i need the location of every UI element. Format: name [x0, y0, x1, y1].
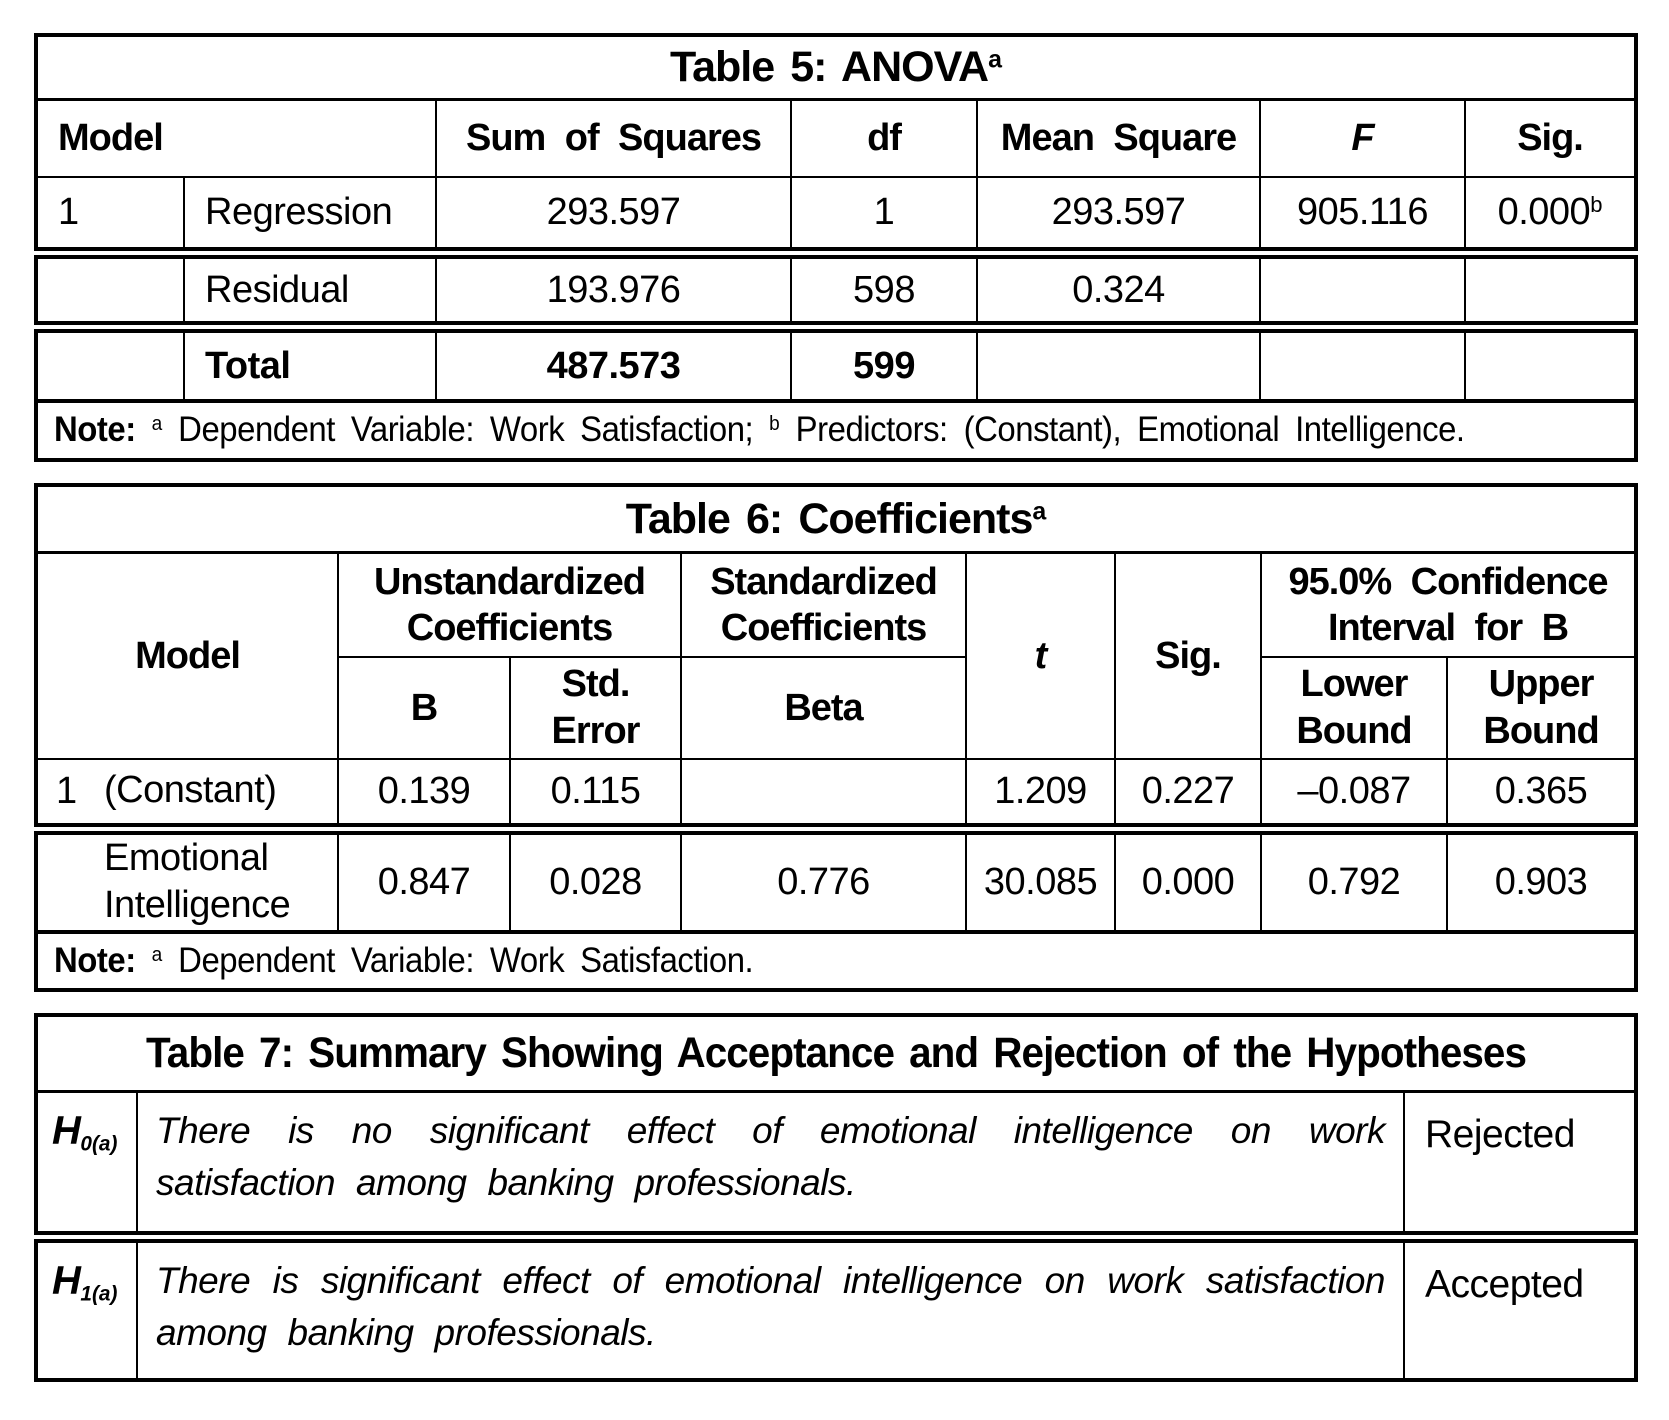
note-text-a: Dependent Variable: Work Satisfaction.	[178, 940, 754, 980]
note-label: Note:	[54, 940, 136, 980]
anova-header-f: F	[1260, 99, 1465, 177]
anova-header-row	[36, 99, 1636, 177]
coeff-header-t: t	[966, 553, 1115, 759]
anova-title	[36, 35, 1636, 99]
coeff-sig-value: 0.000	[1115, 829, 1261, 932]
coeff-header-model: Model	[36, 553, 338, 759]
anova-model-number: 1	[36, 177, 184, 253]
coefficients-table	[34, 483, 1638, 993]
anova-df-value: 1	[791, 177, 977, 253]
coeff-header-std-error: Std. Error	[510, 657, 681, 759]
anova-row-label: Regression	[184, 177, 436, 253]
table-row	[36, 759, 1636, 829]
coefficients-title-text: Table 6: Coefficients	[625, 494, 1033, 543]
model-cell-content	[56, 835, 323, 930]
hypothesis-verdict: Accepted	[1404, 1237, 1636, 1380]
coefficients-title	[36, 485, 1636, 553]
anova-f-value	[1260, 253, 1465, 327]
anova-title-text: Table 5: ANOVA	[670, 43, 989, 92]
coeff-model-cell	[36, 759, 338, 829]
coeff-header-sig: Sig.	[1115, 553, 1261, 759]
anova-header-model: Model	[36, 99, 436, 177]
model-cell-content	[56, 767, 323, 815]
anova-model-number	[36, 327, 184, 401]
anova-header-sig: Sig.	[1465, 99, 1636, 177]
coefficients-note-row	[36, 932, 1636, 991]
anova-mean-square-value: 293.597	[977, 177, 1260, 253]
hypothesis-label	[36, 1237, 137, 1380]
hypothesis-label	[36, 1091, 137, 1237]
coeff-header-unstandardized: Unstandardized Coefficients	[338, 553, 681, 657]
hypotheses-title-text: Table 7: Summary Showing Acceptance and Rejection of the Hypotheses	[146, 1029, 1526, 1078]
anova-title-row	[36, 35, 1636, 99]
note-label: Note:	[54, 410, 136, 449]
hypothesis-statement: There is significant effect of emotional intelligence on work satisfaction among banking professionals.	[137, 1237, 1404, 1380]
hypotheses-summary-table	[34, 1013, 1638, 1382]
sig-number: 0.000	[1497, 191, 1591, 234]
anova-row-label: Residual	[184, 253, 436, 327]
anova-table	[34, 33, 1638, 462]
hypothesis-symbol	[52, 1259, 118, 1307]
anova-row-label: Total	[184, 327, 436, 401]
coeff-upper-bound-value: 0.903	[1447, 829, 1636, 932]
coefficients-title-row	[36, 485, 1636, 553]
table-row	[36, 177, 1636, 253]
anova-note	[36, 401, 1636, 460]
anova-f-value	[1260, 327, 1465, 401]
anova-title-footnote-mark: a	[988, 45, 1002, 74]
table-row	[36, 1091, 1636, 1237]
anova-model-number	[36, 253, 184, 327]
coeff-header-standardized: Standardized Coefficients	[681, 553, 966, 657]
anova-sum-of-squares-value: 293.597	[436, 177, 791, 253]
coeff-lower-bound-value: 0.792	[1261, 829, 1447, 932]
table-row	[36, 829, 1636, 932]
anova-sum-of-squares-value: 487.573	[436, 327, 791, 401]
coeff-sig-value: 0.227	[1115, 759, 1261, 829]
anova-sig-value	[1465, 253, 1636, 327]
table-row	[36, 253, 1636, 327]
sig-footnote-mark: b	[1590, 192, 1603, 218]
table-row	[36, 1237, 1636, 1380]
hypothesis-verdict: Rejected	[1404, 1091, 1636, 1237]
coeff-beta-value	[681, 759, 966, 829]
note-text-a: Dependent Variable: Work Satisfaction;	[178, 410, 754, 449]
anova-header-df: df	[791, 99, 977, 177]
hypotheses-title-row	[36, 1015, 1636, 1091]
anova-sig-value	[1465, 177, 1636, 253]
coeff-header-beta: Beta	[681, 657, 966, 759]
coeff-std-error-value: 0.028	[510, 829, 681, 932]
footnote-mark-a: a	[151, 412, 163, 435]
hypothesis-letter: H	[52, 1259, 81, 1304]
anova-header-sum-of-squares: Sum of Squares	[436, 99, 791, 177]
hypothesis-subscript: 1(a)	[80, 1283, 118, 1307]
coefficients-note	[36, 932, 1636, 991]
coeff-header-lower-bound: Lower Bound	[1261, 657, 1447, 759]
model-number: 1	[56, 770, 77, 812]
anova-df-value: 599	[791, 327, 977, 401]
model-label: Emotional Intelligence	[104, 836, 291, 927]
coeff-beta-value: 0.776	[681, 829, 966, 932]
coeff-header-b: B	[338, 657, 510, 759]
note-text-b: Predictors: (Constant), Emotional Intelligence.	[795, 410, 1465, 449]
coeff-model-cell	[36, 829, 338, 932]
hypothesis-symbol	[52, 1108, 118, 1156]
footnote-mark-a: a	[151, 943, 163, 966]
table-row	[36, 327, 1636, 401]
anova-mean-square-value	[977, 327, 1260, 401]
note-text	[54, 940, 753, 983]
hypothesis-subscript: 0(a)	[80, 1132, 118, 1156]
hypotheses-title	[36, 1015, 1636, 1091]
coefficients-group-header-row	[36, 553, 1636, 657]
coeff-std-error-value: 0.115	[510, 759, 681, 829]
coefficients-title-footnote-mark: a	[1032, 497, 1047, 525]
anova-sig-value	[1465, 327, 1636, 401]
anova-df-value: 598	[791, 253, 977, 327]
hypothesis-statement: There is no significant effect of emotional intelligence on work satisfaction among banking professionals.	[137, 1091, 1404, 1237]
anova-mean-square-value: 0.324	[977, 253, 1260, 327]
hypothesis-letter: H	[52, 1108, 81, 1153]
footnote-mark-b: b	[769, 412, 780, 435]
anova-sum-of-squares-value: 193.976	[436, 253, 791, 327]
note-text	[54, 409, 1465, 452]
coeff-header-upper-bound: Upper Bound	[1447, 657, 1636, 759]
coeff-upper-bound-value: 0.365	[1447, 759, 1636, 829]
model-label: (Constant)	[104, 769, 277, 812]
coeff-t-value: 1.209	[966, 759, 1115, 829]
anova-note-row	[36, 401, 1636, 460]
coeff-b-value: 0.847	[338, 829, 510, 932]
anova-header-mean-square: Mean Square	[977, 99, 1260, 177]
coeff-lower-bound-value: –0.087	[1261, 759, 1447, 829]
coeff-b-value: 0.139	[338, 759, 510, 829]
anova-f-value: 905.116	[1260, 177, 1465, 253]
coeff-header-confidence-interval: 95.0% Confidence Interval for B	[1261, 553, 1636, 657]
coeff-t-value: 30.085	[966, 829, 1115, 932]
